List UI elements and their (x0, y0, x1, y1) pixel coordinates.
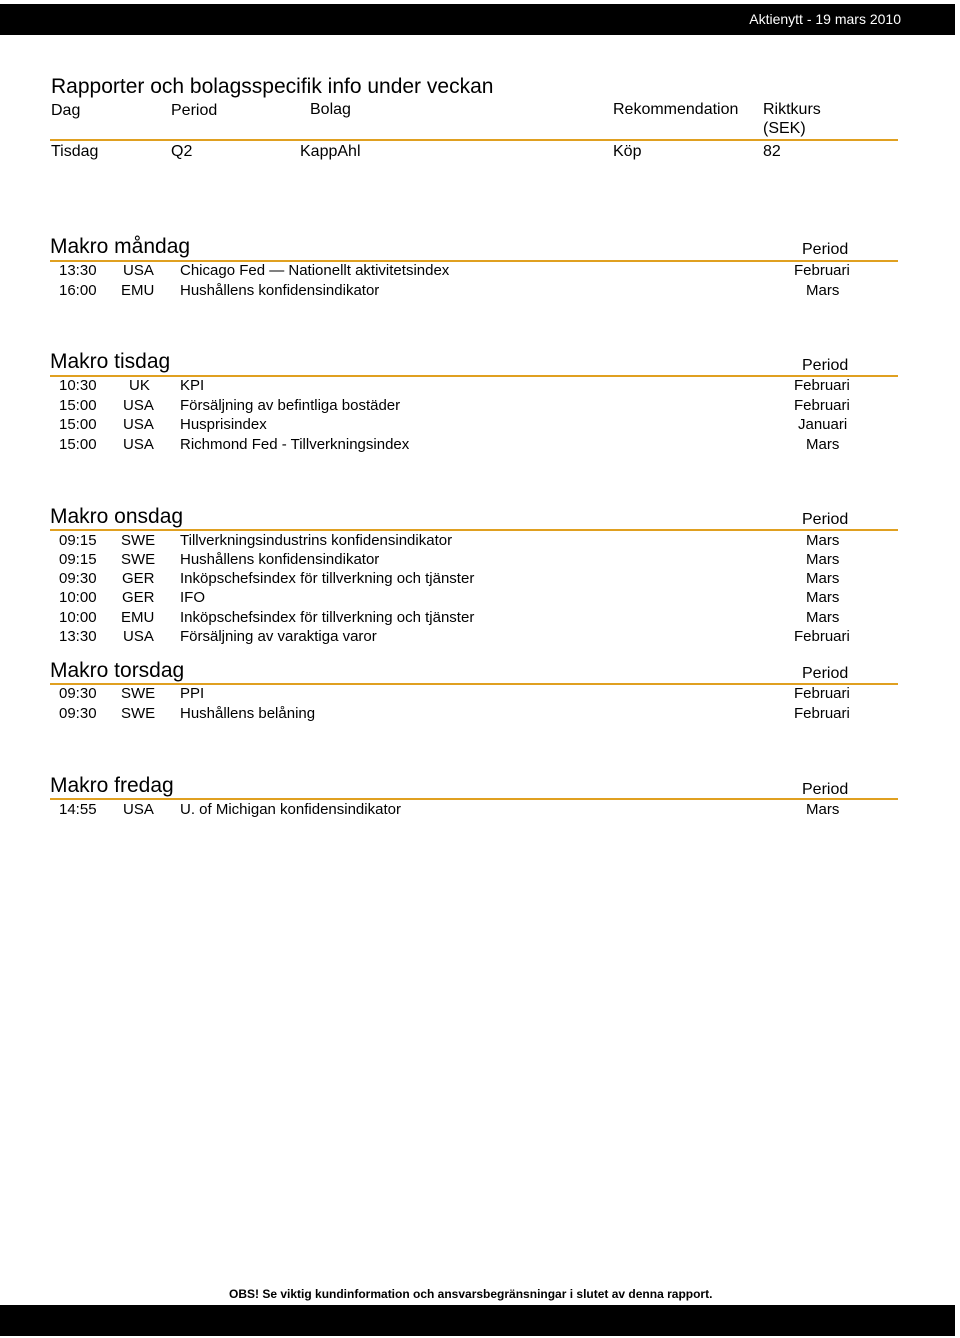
row-time: 15:00 (59, 397, 97, 414)
period-label-torsdag: Period (802, 665, 849, 682)
row-region: USA (123, 397, 154, 414)
period-label-mandag: Period (802, 241, 849, 258)
row-region: EMU (121, 609, 155, 626)
row-event: Tillverkningsindustrins konfidensindikator (180, 532, 453, 549)
row-period: Mars (806, 570, 840, 587)
row-region: GER (122, 570, 155, 587)
row-period: Mars (806, 436, 840, 453)
row-event: Richmond Fed - Tillverkningsindex (180, 436, 410, 453)
row-region: GER (122, 589, 155, 606)
row-period: Februari (794, 262, 850, 279)
row-event: Hushållens belåning (180, 705, 316, 722)
report-company: KappAhl (300, 143, 361, 160)
row-time: 10:30 (59, 377, 97, 394)
row-event: Husprisindex (180, 416, 267, 433)
row-region: SWE (121, 551, 156, 568)
row-period: Mars (806, 609, 840, 626)
row-period: Februari (794, 628, 850, 645)
row-region: UK (129, 377, 150, 394)
header-bar (0, 4, 955, 35)
section-title-fredag: Makro fredag (50, 774, 174, 797)
row-time: 15:00 (59, 436, 97, 453)
row-region: SWE (121, 685, 156, 702)
row-event: Inköpschefsindex för tillverkning och tjänster (180, 570, 475, 587)
period-label-tisdag: Period (802, 357, 849, 374)
section-rule-torsdag (50, 683, 898, 685)
section-title-mandag: Makro måndag (50, 235, 191, 258)
report-period: Q2 (171, 143, 193, 160)
row-region: EMU (121, 282, 155, 299)
row-time: 13:30 (59, 628, 97, 645)
section-title-onsdag: Makro onsdag (50, 505, 184, 528)
row-event: IFO (180, 589, 205, 606)
row-event: Inköpschefsindex för tillverkning och tjänster (180, 609, 475, 626)
row-period: Januari (798, 416, 848, 433)
report-recommendation: Köp (613, 143, 642, 160)
row-period: Februari (794, 397, 850, 414)
row-region: USA (123, 262, 154, 279)
row-time: 09:30 (59, 705, 97, 722)
col-riktkurs-unit: (SEK) (763, 120, 806, 137)
col-bolag: Bolag (310, 101, 351, 118)
reports-title: Rapporter och bolagsspecifik info under veckan (51, 75, 494, 98)
section-rule-onsdag (50, 529, 898, 531)
reports-rule (50, 139, 898, 141)
row-region: USA (123, 436, 154, 453)
row-period: Mars (806, 551, 840, 568)
col-rekommendation: Rekommendation (613, 101, 739, 118)
row-event: Chicago Fed — Nationellt aktivitetsindex (180, 262, 450, 279)
row-time: 09:15 (59, 551, 97, 568)
row-time: 16:00 (59, 282, 97, 299)
row-period: Mars (806, 589, 840, 606)
col-dag: Dag (51, 102, 81, 119)
row-region: USA (123, 628, 154, 645)
row-event: KPI (180, 377, 205, 394)
row-event: Hushållens konfidensindikator (180, 551, 380, 568)
row-region: SWE (121, 705, 156, 722)
row-time: 09:30 (59, 685, 97, 702)
row-time: 10:00 (59, 589, 97, 606)
row-region: USA (123, 801, 154, 818)
row-period: Februari (794, 377, 850, 394)
row-event: Hushållens konfidensindikator (180, 282, 380, 299)
row-time: 10:00 (59, 609, 97, 626)
section-title-torsdag: Makro torsdag (50, 659, 185, 682)
page-number: 7 (880, 1309, 890, 1328)
row-time: 15:00 (59, 416, 97, 433)
row-event: U. of Michigan konfidensindikator (180, 801, 401, 818)
row-region: SWE (121, 532, 156, 549)
report-target: 82 (763, 143, 781, 160)
row-event: PPI (180, 685, 205, 702)
row-event: Försäljning av varaktiga varor (180, 628, 377, 645)
section-rule-fredag (50, 798, 898, 800)
period-label-onsdag: Period (802, 511, 849, 528)
disclaimer-note: OBS! Se viktig kundinformation och ansvarsbegränsningar i slutet av denna rapport. (229, 1287, 713, 1301)
row-period: Mars (806, 532, 840, 549)
section-title-tisdag: Makro tisdag (50, 350, 171, 373)
col-period: Period (171, 102, 218, 119)
row-time: 13:30 (59, 262, 97, 279)
footer-brand: Aktieanalys — Swedbank Markets (51, 1313, 279, 1330)
row-time: 09:30 (59, 570, 97, 587)
row-period: Februari (794, 685, 850, 702)
col-riktkurs: Riktkurs (763, 101, 821, 118)
section-rule-mandag (50, 260, 898, 262)
section-rule-tisdag (50, 375, 898, 377)
row-period: Mars (806, 282, 840, 299)
document-title: Aktienytt - 19 mars 2010 (749, 11, 901, 27)
row-period: Februari (794, 705, 850, 722)
report-day: Tisdag (51, 143, 99, 160)
row-time: 14:55 (59, 801, 97, 818)
period-label-fredag: Period (802, 781, 849, 798)
row-region: USA (123, 416, 154, 433)
row-time: 09:15 (59, 532, 97, 549)
row-event: Försäljning av befintliga bostäder (180, 397, 401, 414)
row-period: Mars (806, 801, 840, 818)
